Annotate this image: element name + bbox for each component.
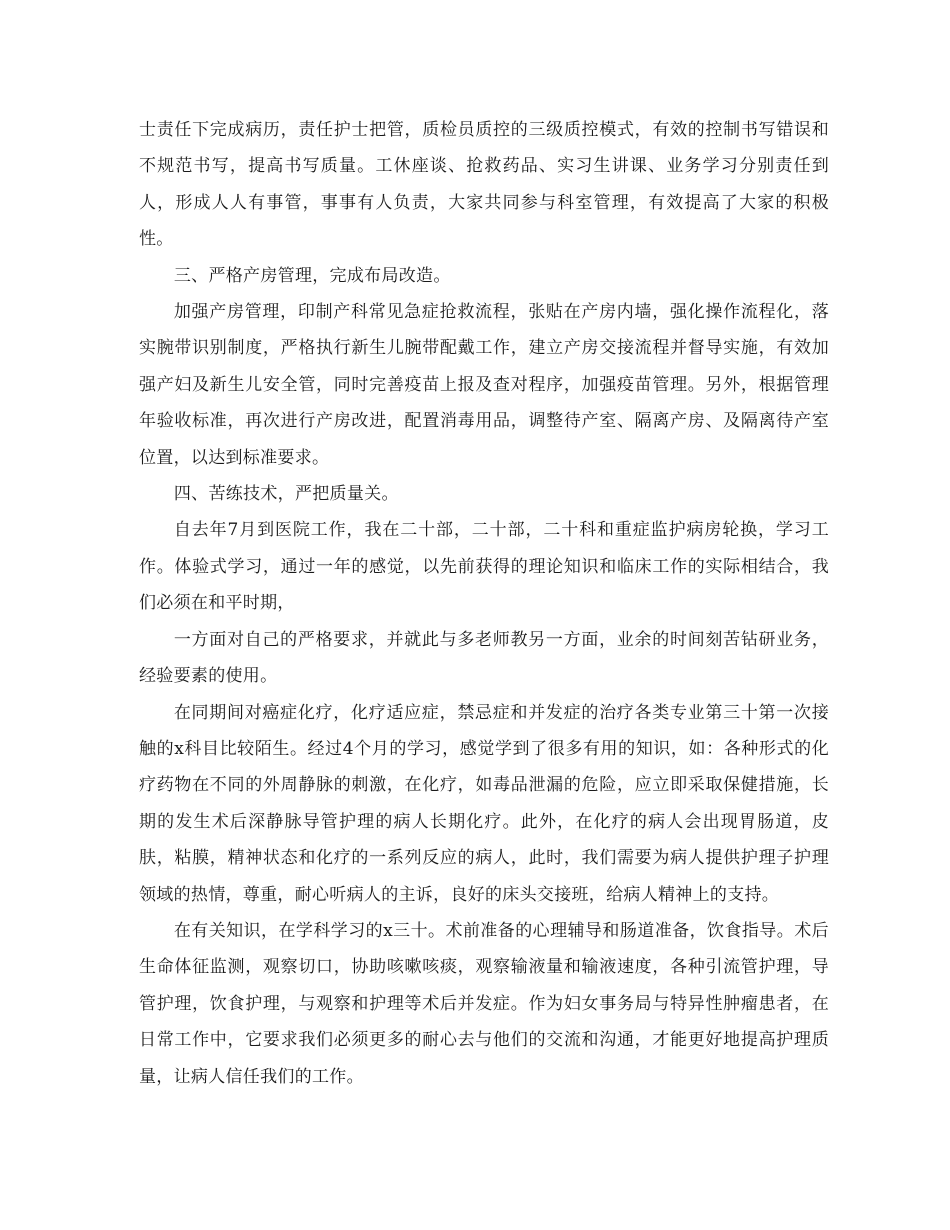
document-page: [139, 112, 829, 1095]
paragraph-4: 一方面对自己的严格要求，并就此与多老师教另一方面，业余的时间刻苦钻研业务，经验要素的使用。: [139, 629, 829, 687]
paragraph-6: 在有关知识，在学科学习的x三十。术前准备的心理辅导和肠道准备，饮食指导。术后生命体征监测，观察切口，协助咳嗽咳痰，观察输液量和输液速度，各种引流管护理，导管护理，饮食护理，与观察和护理等术后并发症。作为妇女事务局与特异性肿瘤患者，在日常工作中，它要求我们必须更多的耐心去与他们的交流和沟通，才能更好地提高护理质量，让病人信任我们的工作。: [139, 920, 829, 1087]
section-heading-4: 四、苦练技术，严把质量关。: [173, 484, 399, 505]
paragraph-2: 加强产房管理，印制产科常见急症抢救流程，张贴在产房内墙，强化操作流程化，落实腕带识别制度，严格执行新生儿腕带配戴工作，建立产房交接流程并督导实施，有效加强产妇及新生儿安全管，同时完善疫苗上报及查对程序，加强疫苗管理。另外，根据管理年验收标准，再次进行产房改进，配置消毒用品，调整待产室、隔离产房、及隔离待产室位置，以达到标准要求。: [139, 302, 829, 468]
paragraph-3: 自去年7月到医院工作，我在二十部，二十部，二十科和重症监护病房轮换，学习工作。体验式学习，通过一年的感觉，以先前获得的理论知识和临床工作的实际相结合，我们必须在和平时期，: [139, 520, 829, 614]
paragraph-1: 士责任下完成病历，责任护士把管，质检员质控的三级质控模式，有效的控制书写错误和不规范书写，提高书写质量。工休座谈、抢救药品、实习生讲课、业务学习分别责任到人，形成人人有事管，事事有人负责，大家共同参与科室管理，有效提高了大家的积极性。: [139, 120, 829, 250]
paragraph-5: 在同期间对癌症化疗，化疗适应症，禁忌症和并发症的治疗各类专业第三十第一次接触的x科目比较陌生。经过4个月的学习，感觉学到了很多有用的知识，如：各种形式的化疗药物在不同的外周静脉的刺激，在化疗，如毒品泄漏的危险，应立即采取保健措施，长期的发生术后深静脉导管护理的病人长期化疗。此外，在化疗的病人会出现胃肠道，皮肤，粘膜，精神状态和化疗的一系列反应的病人，此时，我们需要为病人提供护理子护理领域的热情，尊重，耐心听病人的主诉，良好的床头交接班，给病人精神上的支持。: [139, 702, 829, 905]
section-heading-3: 三、严格产房管理，完成布局改造。: [173, 265, 451, 286]
